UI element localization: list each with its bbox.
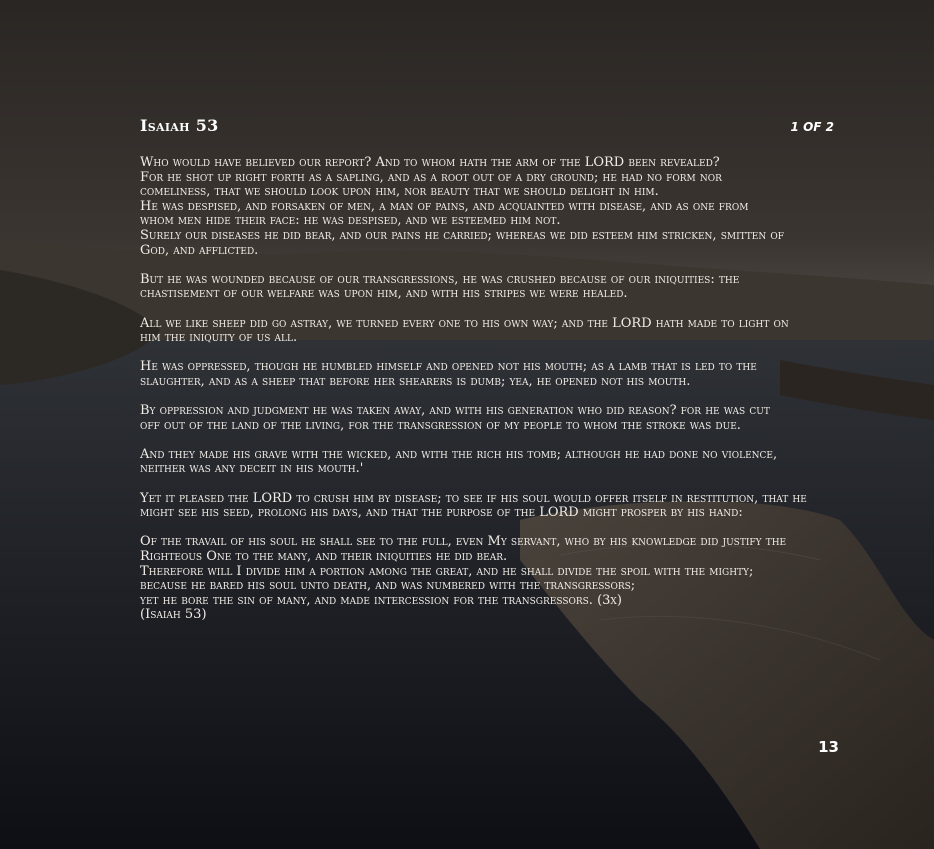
paragraph (140, 535, 830, 623)
text-line: because he bared his soul unto death, and was numbered with the transgressors; (140, 578, 636, 594)
paragraph (140, 492, 830, 521)
text-line: whom men hide their face: he was despised, and we esteemed him not. (140, 213, 561, 229)
text-line: He was despised, and forsaken of men, a man of pains, and acquainted with disease, and as one from (140, 198, 749, 214)
text-line: might see his seed, prolong his days, and that the purpose of the LORD might prosper by his hand: (140, 505, 743, 521)
paragraph (140, 448, 830, 477)
paragraph (140, 273, 830, 302)
page-number: 13 (818, 738, 839, 756)
paragraph (140, 360, 830, 389)
scripture-text (140, 156, 830, 638)
page-indicator: 1 OF 2 (790, 120, 834, 134)
text-line: yet he bore the sin of many, and made intercession for the transgressors. (3x) (140, 592, 622, 608)
text-line: him the iniquity of us all. (140, 330, 298, 346)
paragraph (140, 156, 830, 258)
text-line: He was oppressed, though he humbled himself and opened not his mouth; as a lamb that is led to the (140, 359, 757, 375)
paragraph (140, 317, 830, 346)
text-line: Who would have believed our report? And to whom hath the arm of the LORD been revealed? (140, 155, 720, 170)
paragraph (140, 404, 830, 433)
text-line: Therefore will I divide him a portion among the great, and he shall divide the spoil with the mighty; (140, 563, 754, 579)
text-line: (Isaiah 53) (140, 607, 207, 623)
document-title: Isaiah 53 (140, 116, 219, 135)
text-line: For he shot up right forth as a sapling, and as a root out of a dry ground; he had no form nor (140, 169, 722, 185)
text-line: But he was wounded because of our transgressions, he was crushed because of our iniquities: the (140, 271, 740, 287)
text-line: Surely our diseases he did bear, and our pains he carried; whereas we did esteem him stricken, smitten of (140, 227, 785, 243)
text-line: By oppression and judgment he was taken away, and with his generation who did reason? for he was cut (140, 403, 770, 419)
text-line: All we like sheep did go astray, we turned every one to his own way; and the LORD hath made to light on (140, 315, 789, 331)
text-line: slaughter, and as a sheep that before her shearers is dumb; yea, he opened not his mouth. (140, 373, 691, 389)
text-line: neither was any deceit in his mouth.' (140, 461, 364, 477)
text-line: chastisement of our welfare was upon him, and with his stripes we were healed. (140, 286, 628, 302)
text-line: And they made his grave with the wicked, and with the rich his tomb; although he had done no violence, (140, 446, 778, 462)
text-line: Yet it pleased the LORD to crush him by disease; to see if his soul would offer itself in restitution, that he (140, 490, 807, 506)
text-line: Righteous One to the many, and their iniquities he did bear. (140, 549, 508, 565)
text-line: God, and afflicted. (140, 242, 259, 258)
text-line: off out of the land of the living, for the transgression of my people to whom the stroke was due. (140, 417, 741, 433)
text-line: Of the travail of his soul he shall see to the full, even My servant, who by his knowledge did justify the (140, 534, 787, 550)
text-line: comeliness, that we should look upon him, nor beauty that we should delight in him. (140, 184, 659, 200)
